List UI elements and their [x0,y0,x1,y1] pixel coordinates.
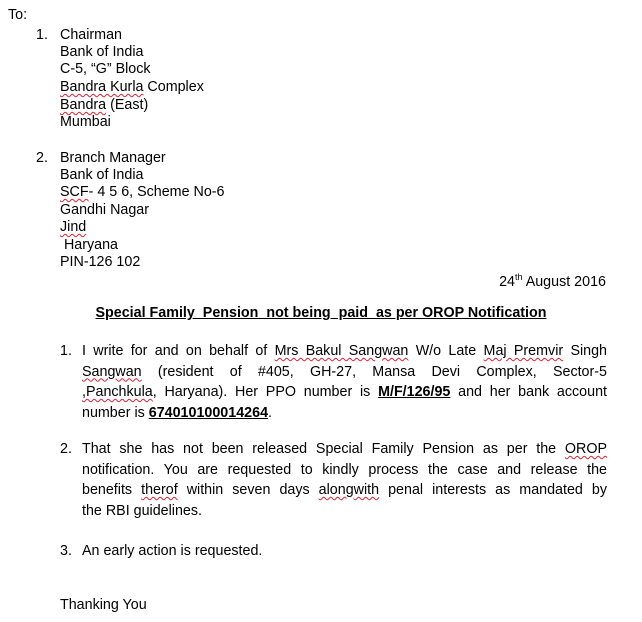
spellcheck-word: ,Panchkula [82,384,153,400]
paragraph-row: notification. You are requested to kindly process the case and release the [82,461,607,478]
paragraph-row: benefits therof within seven days alongwith penal interests as mandated by [82,482,607,498]
spellcheck-word: OROP [564,441,607,457]
addressee-line: C-5, “G” Block [60,61,151,77]
paragraph-row: ,Panchkula, Haryana). Her PPO number is M/F/126/95 and her bank account [82,384,608,400]
paragraph-number: 3. [60,543,72,559]
closing-line: Thanking You [60,597,147,613]
spellcheck-word: Mrs Bakul Sangwan [274,343,409,359]
addressee-line: Gandhi Nagar [60,202,150,218]
paragraph-row: An early action is requested. [82,543,263,559]
paragraph-1 [82,341,607,423]
spellcheck-word: Jind [60,219,87,235]
ppo-number: M/F/126/95 [378,384,451,400]
addressee-line [60,219,86,236]
spellcheck-word: Sangwan [82,363,142,380]
addressee-line: Bank of India [60,167,144,183]
addressee-line: Haryana [60,237,119,253]
subject-line: Special Family Pension not being paid as per OROP Notification [95,305,547,321]
addressee-line: PIN-126 102 [60,254,141,270]
to-label: To: [8,7,28,23]
bank-account-number: 674010100014264 [148,404,269,421]
spellcheck-word: therof [141,482,178,498]
paragraph-row: Sangwan (resident of #405, GH-27, Mansa Devi Complex, Sector-5 [82,363,607,380]
spellcheck-word: SCF [60,184,89,200]
addressee-line: Bank of India [60,44,144,60]
addressee-line: Mumbai [60,114,111,130]
paragraph-row: number is 674010100014264. [82,404,273,421]
addressee-line: Branch Manager [60,150,166,166]
spellcheck-word: Bandra [60,97,107,113]
paragraph-3 [82,541,607,562]
spellcheck-word: Bandra Kurla [60,79,144,95]
paragraph-number: 1. [60,343,72,359]
paragraph-row: the RBI guidelines. [82,502,203,519]
addressee-number: 2. [36,150,48,166]
paragraph-row: That she has not been released Special Family Pension as per the OROP [82,441,607,457]
letter-date: 24th August 2016 [499,272,606,290]
addressee-line: SCF- 4 5 6, Scheme No-6 [60,184,225,200]
spellcheck-word: alongwith [318,482,380,498]
spellcheck-word: Maj Premvir [483,343,564,359]
addressee-number: 1. [36,27,48,43]
addressee-line: Bandra Kurla Complex [60,79,204,95]
paragraph-2 [82,439,607,521]
addressee-line: Chairman [60,27,122,43]
paragraph-number: 2. [60,441,72,457]
paragraph-row: I write for and on behalf of Mrs Bakul Sangwan W/o Late Maj Premvir Singh [82,343,608,359]
addressee-line: Bandra (East) [60,97,149,113]
